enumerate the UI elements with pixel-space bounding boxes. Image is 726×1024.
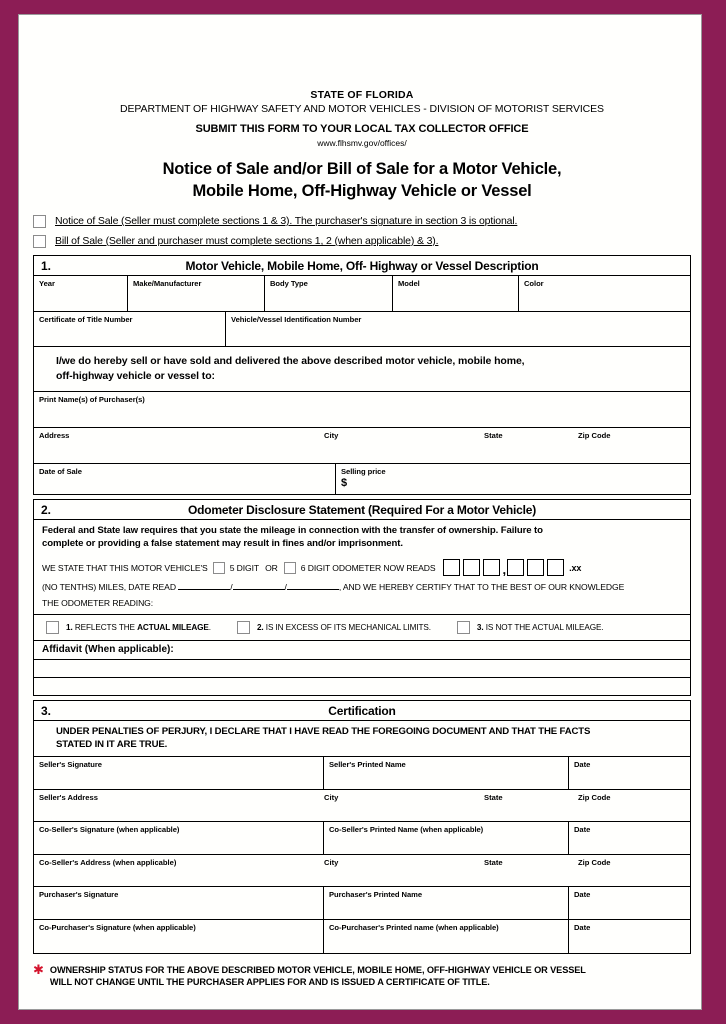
field-seller-address[interactable]	[34, 790, 690, 821]
affidavit-blank-line-1[interactable]	[34, 660, 690, 678]
odometer-body	[34, 520, 690, 608]
label-5-digit: 5 DIGIT	[229, 562, 260, 573]
field-seller-date[interactable]	[569, 757, 690, 789]
affidavit-label: Affidavit (When applicable):	[42, 644, 174, 655]
field-purchaser-signature[interactable]	[34, 887, 324, 919]
section-2-header	[34, 500, 690, 520]
field-co-purchaser-signature-label: Co-Purchaser's Signature (when applicable)	[39, 923, 196, 932]
mileage-option-1-post: .	[208, 623, 211, 632]
field-purchaser-date[interactable]	[569, 887, 690, 919]
field-co-seller-address-label: Co-Seller's Address (when applicable)	[39, 858, 177, 867]
field-vin[interactable]	[226, 312, 690, 346]
odometer-reading-label: THE ODOMETER READING:	[42, 598, 154, 608]
field-year-label: Year	[39, 279, 55, 288]
checkbox-excess-mechanical-limits[interactable]	[237, 621, 250, 634]
field-city-label: City	[324, 431, 339, 440]
section-3	[33, 700, 691, 954]
field-co-seller-address[interactable]	[34, 855, 690, 886]
sell-declaration-line1: I/we do hereby sell or have sold and delivered the above described motor vehicle, mobile home,	[56, 355, 525, 367]
date-read-month-blank[interactable]	[178, 589, 230, 590]
mileage-options-row	[34, 614, 690, 641]
odometer-date-read-prefix: (NO TENTHS) MILES, DATE READ	[42, 582, 176, 592]
seller-address-row	[34, 790, 690, 822]
submit-instruction: SUBMIT THIS FORM TO YOUR LOCAL TAX COLLECTOR OFFICE	[195, 123, 529, 135]
field-zip-label: Zip Code	[578, 431, 611, 440]
field-co-seller-printed-name-label: Co-Seller's Printed Name (when applicable)	[329, 825, 484, 834]
checkbox-notice-of-sale[interactable]	[33, 215, 46, 228]
field-co-seller-state-label: State	[484, 858, 503, 867]
field-purchaser-names-label: Print Name(s) of Purchaser(s)	[39, 395, 145, 404]
field-purchaser-printed-name-label: Purchaser's Printed Name	[329, 890, 423, 899]
field-purchaser-signature-label: Purchaser's Signature	[39, 890, 119, 899]
field-co-purchaser-printed-name-label: Co-Purchaser's Printed name (when applicable)	[329, 923, 499, 932]
odometer-date-read-suffix: , AND WE HEREBY CERTIFY THAT TO THE BEST OF OUR KNOWLEDGE	[338, 582, 625, 592]
field-body-type-label: Body Type	[270, 279, 308, 288]
label-6-digit: 6 DIGIT ODOMETER NOW READS	[300, 562, 436, 573]
odometer-digit-box-3[interactable]	[483, 559, 500, 576]
section-1-header	[34, 256, 690, 276]
mileage-option-3-text: IS NOT THE ACTUAL MILEAGE.	[485, 623, 604, 632]
field-co-seller-printed-name[interactable]	[324, 822, 569, 854]
purchaser-signature-row	[34, 887, 690, 920]
mileage-option-1-label	[66, 623, 211, 632]
odometer-reading-line	[42, 559, 684, 576]
field-date-of-sale[interactable]	[34, 464, 336, 494]
odometer-prefix: WE STATE THAT THIS MOTOR VEHICLE'S	[42, 562, 208, 573]
state-line: STATE OF FLORIDA	[310, 89, 414, 101]
field-co-seller-signature[interactable]	[34, 822, 324, 854]
ownership-notice	[33, 964, 691, 988]
mileage-option-2-label	[257, 623, 431, 632]
seller-signature-row	[34, 757, 690, 790]
odometer-digit-box-6[interactable]	[547, 559, 564, 576]
field-model[interactable]	[393, 276, 519, 311]
odometer-lead-line2: complete or providing a false statement may result in fines and/or imprisonment.	[42, 537, 403, 549]
odometer-digit-box-5[interactable]	[527, 559, 544, 576]
odometer-digit-box-2[interactable]	[463, 559, 480, 576]
field-seller-city-label: City	[324, 793, 339, 802]
section-1-title: Motor Vehicle, Mobile Home, Off- Highway or Vessel Description	[185, 258, 539, 273]
field-seller-printed-name-label: Seller's Printed Name	[329, 760, 406, 769]
field-model-label: Model	[398, 279, 420, 288]
ownership-notice-text	[50, 964, 586, 988]
vehicle-description-row	[34, 276, 690, 312]
checkbox-actual-mileage[interactable]	[46, 621, 59, 634]
ownership-notice-line1: OWNERSHIP STATUS FOR THE ABOVE DESCRIBED MOTOR VEHICLE, MOBILE HOME, OFF-HIGHWAY VEHICLE OR VESSEL	[49, 965, 586, 975]
purchaser-address-row	[34, 428, 690, 464]
department-line: DEPARTMENT OF HIGHWAY SAFETY AND MOTOR VEHICLES - DIVISION OF MOTORIST SERVICES	[120, 103, 604, 115]
field-address-label: Address	[39, 431, 70, 440]
section-3-header	[34, 701, 690, 721]
label-or: OR	[265, 562, 278, 573]
dollar-sign: $	[341, 477, 348, 489]
field-co-seller-signature-label: Co-Seller's Signature (when applicable)	[39, 825, 180, 834]
co-seller-address-row	[34, 855, 690, 887]
co-purchaser-signature-row	[34, 920, 690, 953]
field-co-purchaser-printed-name[interactable]	[324, 920, 569, 953]
form-title-line2: Mobile Home, Off-Highway Vehicle or Vessel	[192, 182, 532, 200]
field-vin-label: Vehicle/Vessel Identification Number	[231, 315, 362, 324]
field-purchaser-printed-name[interactable]	[324, 887, 569, 919]
odometer-comma: ,	[502, 562, 507, 577]
field-co-purchaser-date-label: Date	[574, 923, 591, 932]
field-certificate-of-title-number[interactable]	[34, 312, 226, 346]
mileage-option-1-strong: ACTUAL MILEAGE	[137, 623, 209, 632]
field-certificate-label: Certificate of Title Number	[39, 315, 133, 324]
odometer-decimals: .xx	[569, 562, 582, 573]
field-co-purchaser-signature[interactable]	[34, 920, 324, 953]
section-1	[33, 255, 691, 495]
title-vin-row	[34, 312, 690, 347]
field-state-label: State	[484, 431, 503, 440]
co-seller-signature-row	[34, 822, 690, 855]
field-seller-state-label: State	[484, 793, 503, 802]
mileage-option-3-number: 3.	[476, 623, 484, 632]
checkbox-bill-of-sale[interactable]	[33, 235, 46, 248]
mileage-option-1-number: 1.	[66, 623, 73, 632]
section-3-title: Certification	[328, 703, 396, 718]
date-read-day-blank[interactable]	[233, 589, 285, 590]
perjury-statement	[34, 721, 690, 757]
field-purchaser-date-label: Date	[574, 890, 591, 899]
mileage-option-2-text: IS IN EXCESS OF ITS MECHANICAL LIMITS.	[265, 623, 431, 632]
mileage-option-2-number: 2.	[256, 623, 264, 632]
sell-declaration-line2: off-highway vehicle or vessel to:	[56, 370, 215, 382]
field-co-seller-date[interactable]	[569, 822, 690, 854]
ownership-notice-line2: WILL NOT CHANGE UNTIL THE PURCHASER APPLIES FOR AND IS ISSUED A CERTIFICATE OF TITLE.	[49, 977, 490, 987]
field-purchaser-address[interactable]	[34, 428, 690, 463]
choice-bill-of-sale[interactable]	[33, 235, 691, 248]
checkbox-6-digit[interactable]	[284, 562, 296, 574]
form-type-choices	[33, 215, 691, 248]
field-co-seller-city-label: City	[324, 858, 339, 867]
sale-date-price-row	[34, 464, 690, 494]
perjury-line2: STATED IN IT ARE TRUE.	[56, 738, 168, 750]
section-2-title: Odometer Disclosure Statement (Required For a Motor Vehicle)	[187, 502, 537, 517]
field-co-seller-date-label: Date	[574, 825, 591, 834]
field-color[interactable]	[519, 276, 690, 311]
odometer-lead-line1: Federal and State law requires that you state the mileage in connection with the transfer of ownership. Failure to	[42, 525, 543, 536]
affidavit-row[interactable]	[34, 641, 690, 660]
field-date-of-sale-label: Date of Sale	[39, 467, 82, 476]
form-page	[18, 14, 702, 1010]
field-make-label: Make/Manufacturer	[133, 279, 202, 288]
perjury-line1: UNDER PENALTIES OF PERJURY, I DECLARE THAT I HAVE READ THE FOREGOING DOCUMENT AND THAT THE FACTS	[56, 726, 591, 737]
section-2-number: 2.	[41, 502, 52, 517]
field-year[interactable]	[34, 276, 128, 311]
purchaser-name-row	[34, 392, 690, 428]
affidavit-blank-line-2[interactable]	[34, 678, 690, 695]
agency-url: www.flhsmv.gov/offices/	[317, 138, 407, 148]
form-title-line1: Notice of Sale and/or Bill of Sale for a Motor Vehicle,	[162, 160, 562, 178]
field-seller-signature-label: Seller's Signature	[39, 760, 102, 769]
asterisk-icon: ✱	[33, 962, 44, 977]
field-make[interactable]	[128, 276, 265, 311]
odometer-date-read-line: (NO TENTHS) MILES, DATE READ / / , AND WE HEREBY CERTIFY THAT TO THE BEST OF OUR KNOWLEDGE	[42, 582, 625, 592]
field-seller-printed-name[interactable]	[324, 757, 569, 789]
field-seller-address-label: Seller's Address	[39, 793, 98, 802]
section-2	[33, 499, 691, 696]
odometer-digit-box-4[interactable]	[507, 559, 524, 576]
odometer-digit-box-1[interactable]	[443, 559, 460, 576]
field-selling-price-label: Selling price	[341, 467, 386, 476]
field-seller-zip-label: Zip Code	[578, 793, 611, 802]
choice-notice-of-sale-label: Notice of Sale (Seller must complete sections 1 & 3). The purchaser's signature in section 3 is optional.	[55, 215, 518, 227]
field-co-purchaser-date[interactable]	[569, 920, 690, 953]
field-seller-signature[interactable]	[34, 757, 324, 789]
date-read-year-blank[interactable]	[287, 589, 339, 590]
field-purchaser-names[interactable]	[34, 392, 690, 427]
mileage-option-3-label	[477, 623, 604, 632]
checkbox-not-actual-mileage[interactable]	[457, 621, 470, 634]
choice-notice-of-sale[interactable]	[33, 215, 691, 228]
sell-declaration	[34, 347, 690, 392]
field-color-label: Color	[524, 279, 544, 288]
section-1-number: 1.	[41, 258, 52, 273]
mileage-option-1-text: REFLECTS THE	[74, 623, 138, 632]
checkbox-5-digit[interactable]	[213, 562, 225, 574]
form-header	[33, 89, 691, 201]
field-selling-price[interactable]	[336, 464, 690, 494]
field-seller-date-label: Date	[574, 760, 591, 769]
field-co-seller-zip-label: Zip Code	[578, 858, 611, 867]
section-3-number: 3.	[41, 703, 52, 718]
field-body-type[interactable]	[265, 276, 393, 311]
choice-bill-of-sale-label: Bill of Sale (Seller and purchaser must complete sections 1, 2 (when applicable) & 3).	[55, 235, 439, 247]
